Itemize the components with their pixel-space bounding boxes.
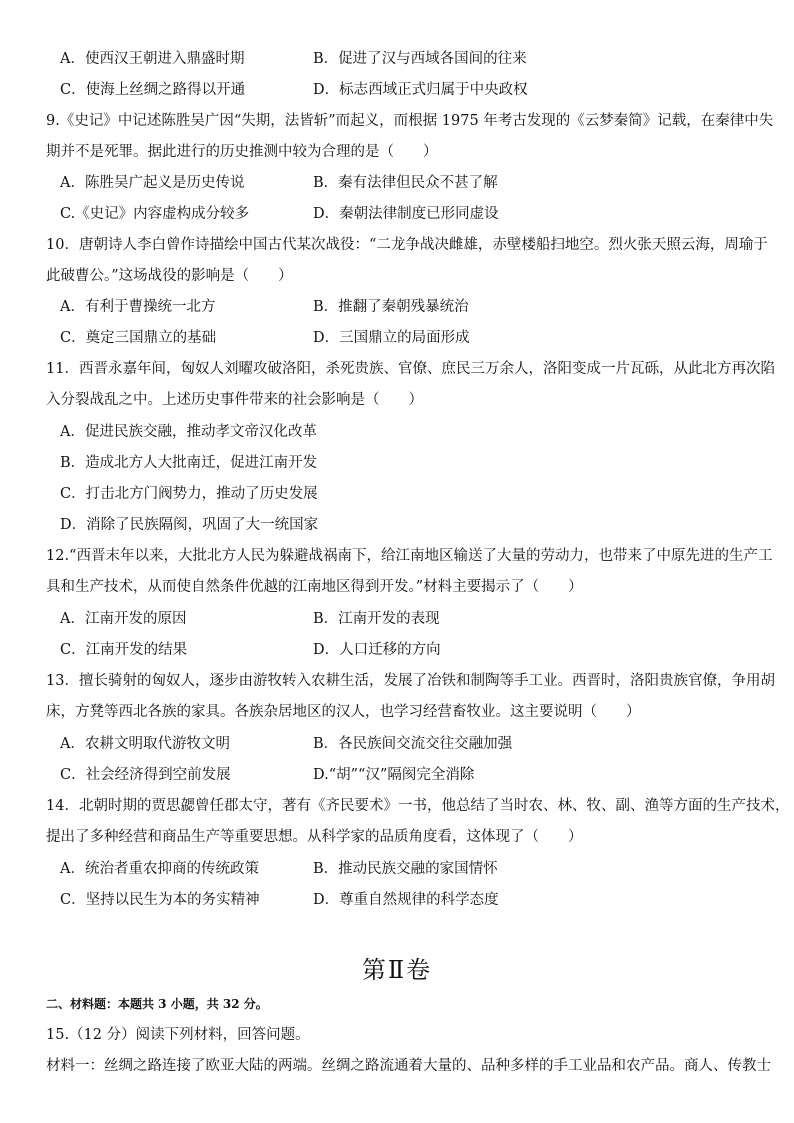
q10-option-a: A．有利于曹操统一北方 bbox=[60, 299, 216, 315]
q10-stem-line1: 10．唐朝诗人李白曾作诗描绘中国古代某次战役：“二龙争战决雌雄，赤壁楼船扫地空。烈火张天照云海，周瑜于 bbox=[46, 237, 768, 253]
q14-option-a: A．统治者重农抑商的传统政策 bbox=[60, 861, 259, 877]
q12-stem-line1: 12.“西晋末年以来，大批北方人民为躲避战祸南下，给江南地区输送了大量的劳动力，也带来了中原先进的生产工 bbox=[46, 548, 773, 564]
q12-option-c: C．江南开发的结果 bbox=[60, 642, 188, 658]
q12-stem-line2: 具和生产技术，从而使自然条件优越的江南地区得到开发。”材料主要揭示了（ ） bbox=[46, 579, 583, 595]
q13-option-b: B．各民族间交流交往交融加强 bbox=[313, 736, 513, 752]
q11-option-b: B．造成北方人大批南迁，促进江南开发 bbox=[60, 455, 318, 471]
q14-stem-line2: 提出了多种经营和商品生产等重要思想。从科学家的品质角度看，这体现了（ ） bbox=[46, 829, 583, 845]
section-heading: 二、材料题：本题共 3 小题，共 32 分。 bbox=[46, 997, 268, 1011]
q10-option-c: C．奠定三国鼎立的基础 bbox=[60, 330, 217, 346]
q14-stem-line1: 14．北朝时期的贾思勰曾任郡太守，著有《齐民要术》一书，他总结了当时农、林、牧、副、渔等方面的生产技术， bbox=[46, 798, 790, 814]
q14-option-d: D．尊重自然规律的科学态度 bbox=[313, 892, 499, 908]
q12-option-a: A．江南开发的原因 bbox=[60, 611, 187, 627]
q8-option-c: C．使海上丝绸之路得以开通 bbox=[60, 82, 246, 98]
q12-option-b: B．江南开发的表现 bbox=[313, 611, 440, 627]
q8-option-b: B．促进了汉与西域各国间的往来 bbox=[313, 51, 527, 67]
q11-option-a: A．促进民族交融，推动孝文帝汉化改革 bbox=[60, 424, 317, 440]
q11-option-c: C．打击北方门阀势力，推动了历史发展 bbox=[60, 486, 318, 502]
q13-option-d: D.“胡”“汉”隔阂完全消除 bbox=[313, 767, 475, 783]
q9-option-c: C.《史记》内容虚构成分较多 bbox=[60, 206, 250, 222]
q15-stem-line1: 15.（12 分）阅读下列材料，回答问题。 bbox=[46, 1027, 310, 1043]
q12-option-d: D．人口迁移的方向 bbox=[313, 642, 441, 658]
q9-option-d: D．秦朝法律制度已形同虚设 bbox=[313, 206, 499, 222]
q8-option-a: A．使西汉王朝进入鼎盛时期 bbox=[60, 51, 245, 67]
q9-option-b: B．秦有法律但民众不甚了解 bbox=[313, 175, 498, 191]
q9-stem-line2: 期并不是死罪。据此进行的历史推测中较为合理的是（ ） bbox=[46, 144, 438, 160]
q14-option-c: C．坚持以民生为本的务实精神 bbox=[60, 892, 260, 908]
q15-material-line1: 材料一：丝绸之路连接了欧亚大陆的两端。丝绸之路流通着大量的、品种多样的手工业品和农产品。商人、传教士 bbox=[46, 1058, 771, 1074]
q10-option-d: D．三国鼎立的局面形成 bbox=[313, 330, 470, 346]
q14-option-b: B．推动民族交融的家国情怀 bbox=[313, 861, 498, 877]
q9-stem-line1: 9.《史记》中记述陈胜吴广因“失期，法皆斩”而起义，而根据 1975 年考古发现的《云梦秦简》记载，在秦律中失 bbox=[46, 113, 774, 129]
q13-stem-line1: 13．擅长骑射的匈奴人，逐步由游牧转入农耕生活，发展了冶铁和制陶等手工业。西晋时，洛阳贵族官僚，争用胡 bbox=[46, 673, 775, 689]
q10-stem-line2: 此破曹公。”这场战役的影响是（ ） bbox=[46, 268, 293, 284]
q13-stem-line2: 床，方凳等西北各族的家具。各族杂居地区的汉人，也学习经营畜牧业。这主要说明（ ） bbox=[46, 704, 641, 720]
q11-stem-line1: 11．西晋永嘉年间，匈奴人刘曜攻破洛阳，杀死贵族、官僚、庶民三万余人，洛阳变成一片瓦砾，从此北方再次陷 bbox=[46, 361, 775, 377]
q13-option-a: A．农耕文明取代游牧文明 bbox=[60, 736, 230, 752]
q10-option-b: B．推翻了秦朝残暴统治 bbox=[313, 299, 469, 315]
q11-stem-line2: 入分裂战乱之中。上述历史事件带来的社会影响是（ ） bbox=[46, 392, 423, 408]
q8-option-d: D．标志西域正式归属于中央政权 bbox=[313, 82, 528, 98]
q13-option-c: C．社会经济得到空前发展 bbox=[60, 767, 231, 783]
q11-option-d: D．消除了民族隔阂，巩固了大一统国家 bbox=[60, 517, 319, 533]
q9-option-a: A．陈胜吴广起义是历史传说 bbox=[60, 175, 245, 191]
section-title: 第Ⅱ卷 bbox=[361, 956, 433, 984]
